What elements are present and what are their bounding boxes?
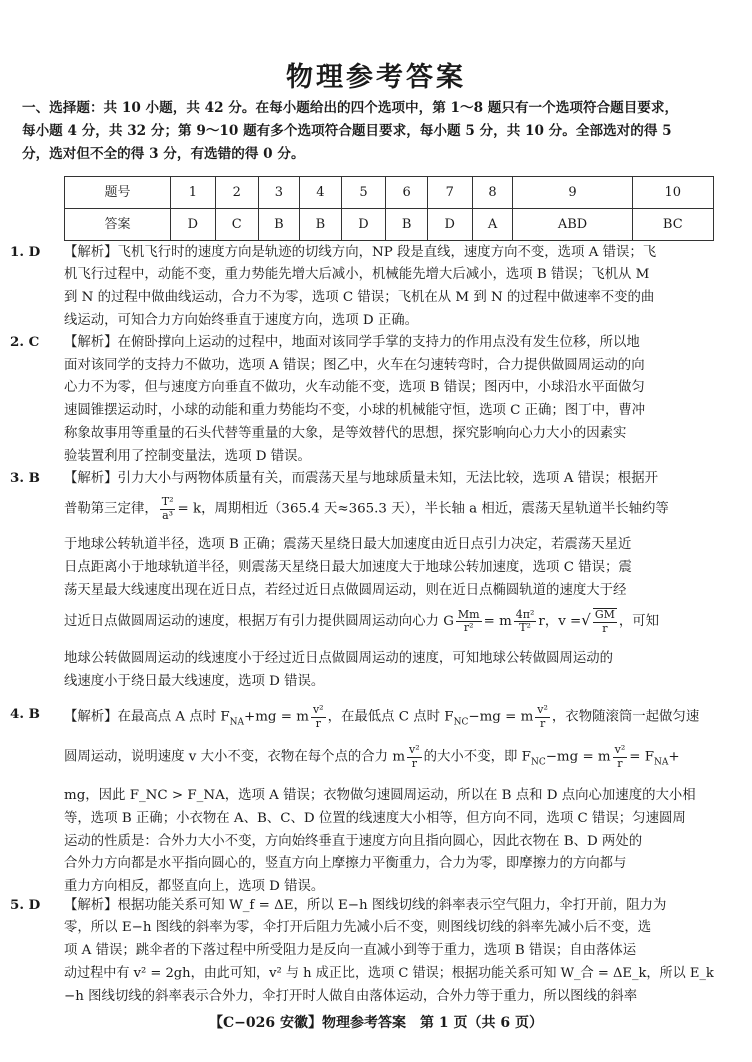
number-cell: 4 — [300, 177, 341, 209]
question-line-with-formula: 圆周运动，说明速度 v 大小不变，衣物在每个点的合力 m $\frac{\text{v²}}{r}$ 的大小不变，即 $F_{NC}-mg = m$ $\frac{\text{v²}}{r}$ = $F_{NA}+$ — [64, 743, 680, 770]
question-line: 动过程中有 v² = 2gh，由此可知，v² 与 h 成正比，选项 C 错误；根据功能关系可知 W_合 = ΔE_k，所以 E_k — [64, 966, 714, 981]
question-line: 面对该同学的支持力不做功，选项 A 错误；图乙中，火车在匀速转弯时，合力提供做圆周运动的向 — [64, 358, 645, 373]
question-line: 机飞行过程中，动能不变，重力势能先增大后减小，机械能先增大后减小，选项 B 错误；飞机从 M — [64, 267, 650, 282]
answer-cell: D — [341, 209, 386, 241]
question-number: 4. B — [10, 706, 40, 722]
answer-cell: ABD — [513, 209, 632, 241]
question-line: 称象故事用等重量的石头代替等重量的大象，是等效替代的思想，探究影响向心力大小的因素实 — [64, 426, 627, 441]
intro-line: 每小题 4 分，共 32 分；第 9～10 题有多个选项符合题目要求，每小题 5 分，共 10 分。全部选对的得 5 — [22, 123, 672, 139]
answer-table-answer-row — [65, 209, 714, 241]
page-footer: 【C−026 安徽】物理参考答案 第 1 页（共 6 页） — [209, 1015, 543, 1031]
number-cell: 9 — [513, 177, 632, 209]
answer-cell: A — [472, 209, 513, 241]
velocity-square-fraction: $\frac{\text{v²}}{r}$ — [312, 703, 324, 730]
number-cell: 5 — [341, 177, 386, 209]
question-line: 合外力方向都是水平指向圆心的，竖直方向上摩擦力平衡重力，合力为零，即摩擦力的方向都与 — [64, 856, 627, 871]
answer-cell: B — [258, 209, 299, 241]
number-cell: 7 — [427, 177, 472, 209]
intro-line: 一、选择题：共 10 小题，共 42 分。在每小题给出的四个选项中，第 1～8 题只有一个选项符合题目要求， — [22, 100, 679, 116]
question-line: −h 图线切线的斜率表示合外力，伞打开时人做自由落体运动，合外力等于重力，所以图线的斜率 — [64, 989, 638, 1004]
number-cell: 6 — [386, 177, 427, 209]
number-cell: 1 — [170, 177, 215, 209]
answer-table-header-row — [65, 177, 714, 209]
question-line: 【解析】飞机飞行时的速度方向是轨迹的切线方向，NP 段是直线，速度方向不变，选项 A 错误；飞 — [64, 245, 657, 260]
gravity-fraction: $\frac{Mm}{\text{r²}}$ — [457, 607, 480, 635]
answer-table — [64, 176, 714, 241]
question-line: 验装置利用了控制变量法，选项 D 错误。 — [64, 449, 311, 464]
question-line: 速圆锥摆运动时，小球的动能和重力势能均不变，小球的机械能守恒，选项 C 正确；图丁中，曹冲 — [64, 403, 646, 418]
question-number: 1. D — [10, 244, 41, 260]
question-line: 线运动，可知合力方向始终垂直于速度方向，选项 D 正确。 — [64, 313, 419, 328]
kepler-fraction: $\frac{\text{T²}}{\text{a³}}$ — [161, 495, 174, 522]
answer-cell: BC — [632, 209, 713, 241]
question-line: 运动的性质是：合外力大小不变，方向始终垂直于速度方向且指向圆心，因此衣物在 B、D 两处的 — [64, 834, 643, 849]
question-number: 5. D — [10, 897, 41, 913]
answer-cell: B — [300, 209, 341, 241]
question-line: 【解析】引力大小与两物体质量有关，而震荡天星与地球质量未知，无法比较，选项 A 错误；根据开 — [64, 471, 658, 486]
answer-label-cell: 答案 — [65, 209, 171, 241]
question-line: 项 A 错误；跳伞者的下落过程中所受阻力是反向一直减小到等于重力，选项 B 错误；自由落体运 — [64, 943, 637, 958]
question-line: 重力方向相反，都竖直向上，选项 D 错误。 — [64, 879, 325, 894]
question-line: 日点距离小于地球轨道半径，则震荡天星绕日最大加速度大于地球公转加速度，选项 C 错误；震 — [64, 560, 632, 575]
velocity-square-fraction: $\frac{\text{v²}}{r}$ — [537, 703, 548, 730]
velocity-square-fraction: $\frac{\text{v²}}{r}$ — [614, 743, 626, 770]
question-line: 【解析】在俯卧撑向上运动的过程中，地面对该同学手掌的支持力的作用点没有发生位移，所以地 — [64, 335, 640, 350]
centripetal-fraction: $\frac{\text{4π²}}{\text{T²}}$ — [515, 607, 535, 635]
question-line: 零，所以 E−h 图线的斜率为零，伞打开后阻力先减小后不变，则图线切线的斜率先减小后不变，选 — [64, 920, 652, 935]
question-line: 【解析】根据功能关系可知 W_f = ΔE，所以 E−h 图线切线的斜率表示空气阻力，伞打开前，阻力为 — [64, 898, 667, 913]
question-line: 荡天星最大线速度出现在近日点，若经过近日点做圆周运动，则在近日点椭圆轨道的速度大于经 — [64, 583, 627, 598]
question-line-with-formula: 过近日点做圆周运动的速度，根据万有引力提供圆周运动向心力 G $\frac{Mm}{\text{r²}}$ = m $\frac{\text{4π²}}{\text{T²}}$ r，v =√ $\frac{GM}{r}$ ，可知 — [64, 607, 660, 635]
question-line-with-formula: 【解析】在最高点 A 点时 $F_{NA}+mg = m$ $\frac{\text{v²}}{r}$ ，在最低点 C 点时 $F_{NC}-mg = m$ $\frac{\text{v²}}{r}$ ，衣物随滚筒一起做匀速 — [64, 703, 700, 730]
question-line-with-formula: 普勒第三定律， $\frac{\text{T²}}{\text{a³}}$ = k，周期相近（365.4 天≈365.3 天），半长轴 a 相近，震荡天星轨道半长轴约等 — [64, 495, 669, 522]
question-line: 心力不为零，但与速度方向垂直不做功，火车动能不变，选项 B 错误；图丙中，小球沿水平面做匀 — [64, 380, 645, 395]
question-line: mg，因此 F_NC > F_NA，选项 A 错误；衣物做匀速圆周运动，所以在 B 点和 D 点向心加速度的大小相 — [64, 788, 696, 803]
velocity-square-fraction: $\frac{\text{v²}}{r}$ — [409, 743, 420, 770]
velocity-fraction: $\frac{GM}{r}$ — [594, 608, 615, 635]
header-label-cell: 题号 — [65, 177, 171, 209]
question-number: 2. C — [10, 334, 40, 350]
question-line: 等，选项 B 正确；小衣物在 A、B、C、D 位置的线速度大小相等，但方向不同，选项 C 错误；匀速圆周 — [64, 811, 686, 826]
number-cell: 3 — [258, 177, 299, 209]
question-line: 地球公转做圆周运动的线速度小于经过近日点做圆周运动的速度，可知地球公转做圆周运动的 — [64, 651, 614, 666]
number-cell: 8 — [472, 177, 513, 209]
question-line: 到 N 的过程中做曲线运动，合力不为零，选项 C 错误；飞机在从 M 到 N 的过程中做速率不变的曲 — [64, 290, 655, 305]
answer-cell: D — [427, 209, 472, 241]
answer-cell: B — [386, 209, 427, 241]
question-line: 于地球公转轨道半径，选项 B 正确；震荡天星绕日最大加速度由近日点引力决定，若震荡天星近 — [64, 537, 632, 552]
answer-cell: D — [170, 209, 215, 241]
intro-line: 分，选对但不全的得 3 分，有选错的得 0 分。 — [22, 146, 305, 162]
number-cell: 2 — [215, 177, 258, 209]
question-number: 3. B — [10, 470, 40, 486]
page-title: 物理参考答案 — [286, 62, 466, 93]
answer-cell: C — [215, 209, 258, 241]
number-cell: 10 — [632, 177, 713, 209]
question-line: 线速度小于绕日最大线速度，选项 D 错误。 — [64, 674, 325, 689]
